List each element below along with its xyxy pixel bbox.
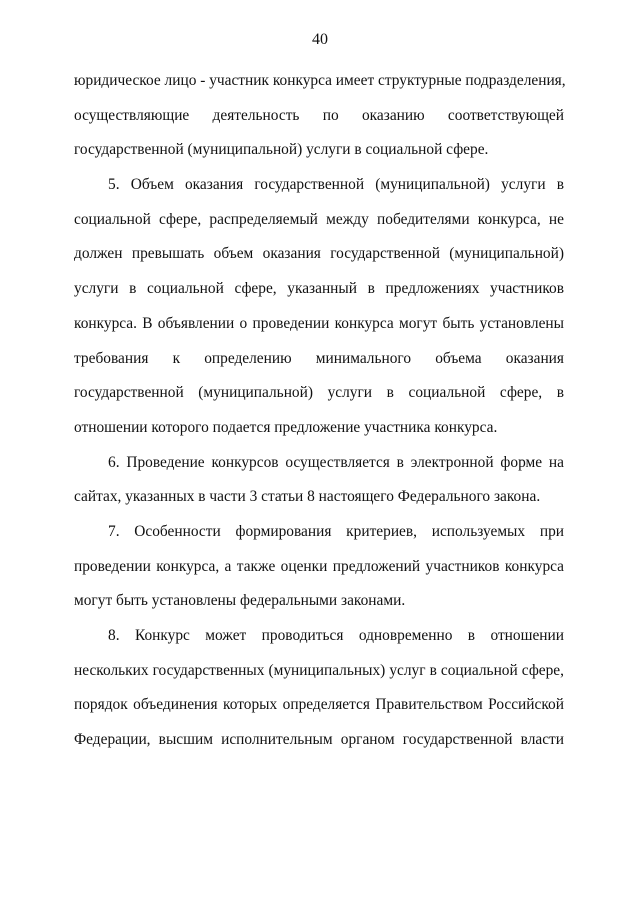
text-line: осуществляющие деятельность по оказанию соответствующей: [74, 106, 564, 124]
text-line: требования к определению минимального объема оказания: [74, 349, 564, 367]
text-line: могут быть установлены федеральными законами.: [74, 592, 406, 610]
text-line: должен превышать объем оказания государственной (муниципальной): [74, 245, 564, 263]
text-line: государственной (муниципальной) услуги в социальной сфере.: [74, 141, 489, 159]
text-line: 5. Объем оказания государственной (муниципальной) услуги в: [108, 176, 564, 194]
text-line: 6. Проведение конкурсов осуществляется в электронной форме на: [108, 453, 564, 471]
document-body: [74, 64, 564, 758]
paragraph-item-7: [74, 515, 564, 619]
text-line: отношении которого подается предложение участника конкурса.: [74, 418, 498, 436]
paragraph-item-8: [74, 619, 564, 758]
page-number: 40: [312, 31, 328, 48]
paragraph-item-6: [74, 446, 564, 515]
text-line: государственной (муниципальной) услуги в социальной сфере, в: [74, 384, 564, 402]
text-line: 8. Конкурс может проводиться одновременно в отношении: [108, 627, 564, 644]
text-line: сайтах, указанных в части 3 статьи 8 настоящего Федерального закона.: [74, 488, 541, 506]
text-line: конкурса. В объявлении о проведении конкурса могут быть установлены: [74, 314, 564, 332]
paragraph-item-5: [74, 168, 564, 446]
paragraph-continuation: [74, 64, 564, 168]
text-line: услуги в социальной сфере, указанный в предложениях участников: [74, 280, 564, 298]
text-line: юридическое лицо - участник конкурса имеет структурные подразделения,: [74, 72, 566, 89]
text-line: проведении конкурса, а также оценки предложений участников конкурса: [74, 557, 564, 575]
text-line: 7. Особенности формирования критериев, используемых при: [108, 522, 564, 540]
text-line: Федерации, высшим исполнительным органом государственной власти: [74, 731, 564, 749]
text-line: социальной сфере, распределяемый между победителями конкурса, не: [74, 210, 564, 228]
text-line: порядок объединения которых определяется Правительством Российской: [74, 696, 564, 714]
text-line: нескольких государственных (муниципальных) услуг в социальной сфере,: [74, 661, 564, 679]
